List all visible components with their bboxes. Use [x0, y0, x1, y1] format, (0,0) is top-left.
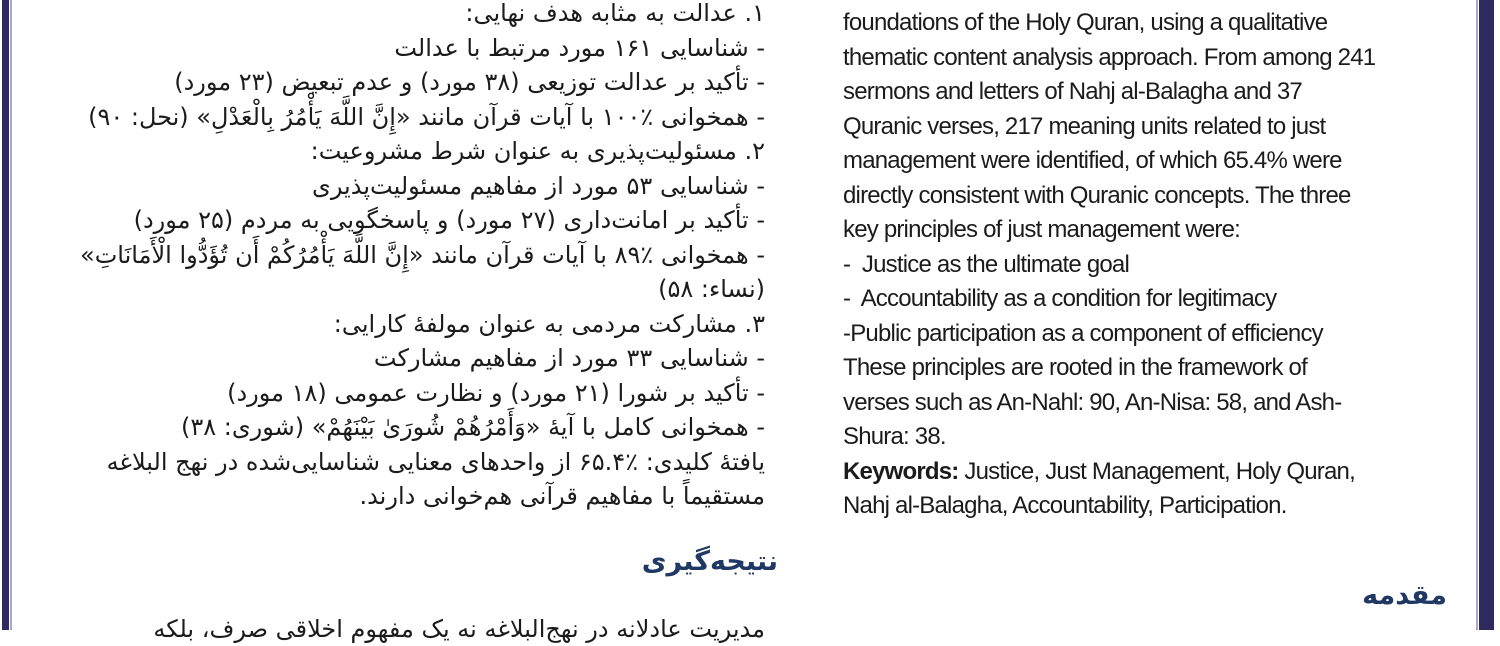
fa-line-key-finding: یافتهٔ کلیدی: ٪۶۵.۴ از واحدهای معنایی شناسایی‌شده در نهج البلاغه: [106, 447, 765, 476]
en-abstract-line: Shura: 38.: [843, 423, 946, 450]
fa-line-shura-verse: - همخوانی کامل با آیهٔ «وَأَمْرُهُمْ شُورَىٰ بَيْنَهُمْ» (شوری: ۳۸): [181, 413, 765, 441]
left-border-bar: [2, 0, 9, 630]
fa-line-trusteeship: - تأکید بر امانت‌داری (۲۷ مورد) و پاسخگویی به مردم (۲۵ مورد): [133, 206, 765, 234]
persian-findings-column: [28, 0, 765, 514]
fa-line-participation: ۳. مشارکت مردمی به عنوان مولفهٔ کارایی:: [333, 309, 765, 338]
en-bullet-participation: -Public participation as a component of efficiency: [843, 319, 1323, 347]
fa-line-accountability: ۲. مسئولیت‌پذیری به عنوان شرط مشروعیت:: [310, 137, 765, 165]
fa-line-justice-count: - شناسایی ۱۶۱ مورد مرتبط با عدالت: [394, 33, 765, 62]
fa-line-accountability-count: - شناسایی ۵۳ مورد از مفاهیم مسئولیت‌پذیری: [312, 171, 765, 200]
keywords-list: Justice, Just Management, Holy Quran,: [958, 457, 1355, 485]
fa-line-nahl-verse: - همخوانی ٪۱۰۰ با آیات قرآن مانند «إِنَّ اللَّهَ يَأْمُرُ بِالْعَدْلِ» (نحل: ۹۰): [88, 102, 765, 131]
en-abstract-line: foundations of the Holy Quran, using a qualitative: [843, 9, 1328, 36]
english-abstract-column: [843, 6, 1491, 524]
en-abstract-line: These principles are rooted in the framework of: [843, 354, 1307, 381]
en-abstract-line: thematic content analysis approach. From among 241: [843, 43, 1376, 71]
en-keywords-line: [843, 455, 1491, 490]
en-abstract-line: management were identified, of which 65.4% were: [843, 147, 1342, 174]
en-keywords-line-2: Nahj al-Balagha, Accountability, Participation.: [843, 492, 1287, 519]
conclusion-heading: نتیجه‌گیری: [641, 546, 778, 577]
en-abstract-line: key principles of just management were:: [843, 216, 1241, 243]
keywords-label: Keywords:: [843, 457, 959, 485]
en-bullet-justice: - Justice as the ultimate goal: [843, 250, 1130, 278]
en-abstract-line: Quranic verses, 217 meaning units related to just: [843, 112, 1326, 140]
left-accent-line: [10, 0, 12, 630]
introduction-heading: مقدمه: [1362, 580, 1447, 611]
en-abstract-line: verses such as An-Nahl: 90, An-Nisa: 58, and Ash-: [843, 388, 1342, 416]
en-bullet-accountability: - Accountability as a condition for legitimacy: [843, 285, 1277, 312]
fa-line-nisa-ref: (نساء: ۵۸): [658, 275, 765, 303]
en-abstract-line: sermons and letters of Nahj al-Balagha and 37: [843, 78, 1302, 105]
fa-line-shura-council: - تأکید بر شورا (۲۱ مورد) و نظارت عمومی (۱۸ مورد): [227, 378, 765, 407]
fa-line-justice-goal: ۱. عدالت به مثابه هدف نهایی:: [465, 0, 765, 27]
fa-line-distributive: - تأکید بر عدالت توزیعی (۳۸ مورد) و عدم تبعیض (۲۳ مورد): [174, 68, 765, 96]
en-abstract-line: directly consistent with Quranic concepts. The three: [843, 181, 1351, 209]
fa-line-key-finding-2: مستقیماً با مفاهیم قرآنی هم‌خوانی دارند.: [359, 482, 765, 510]
fa-line-amanat-verse: - همخوانی ٪۸۹ با آیات قرآن مانند «إِنَّ اللَّهَ يَأْمُرُكُمْ أَن تُؤَدُّوا الْأَمَانَاتِ»: [80, 240, 765, 269]
fa-line-participation-count: - شناسایی ۳۳ مورد از مفاهیم مشارکت: [373, 344, 765, 372]
conclusion-paragraph-clipped: مدیریت عادلانه در نهج‌البلاغه نه یک مفهوم اخلاقی صرف، بلکه: [153, 615, 765, 643]
